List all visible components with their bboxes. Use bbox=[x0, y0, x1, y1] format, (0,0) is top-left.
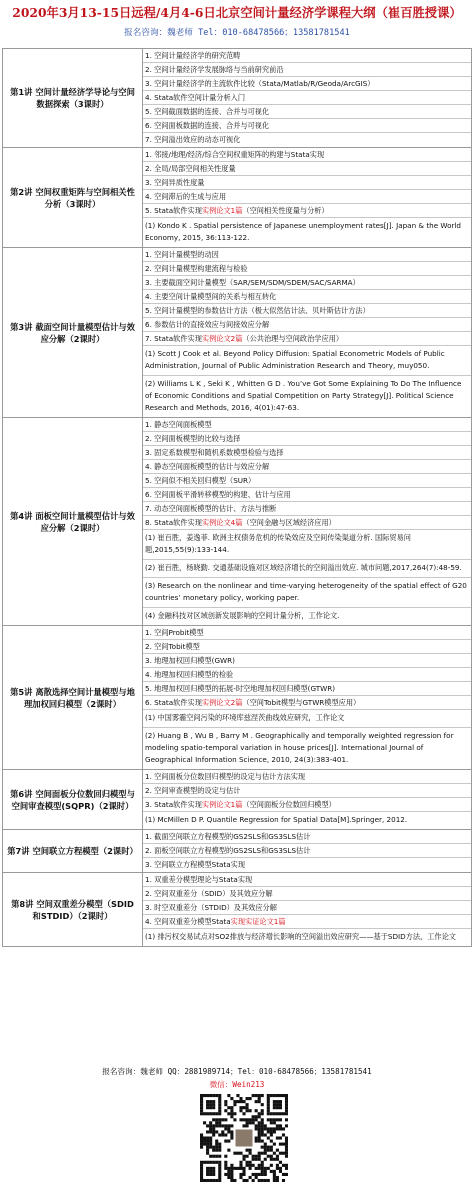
topic-item bbox=[143, 63, 471, 77]
item-text: 3. 主要截面空间计量模型（SAR/SEM/SDM/SDEM/SAC/SARMA） bbox=[145, 278, 360, 287]
item-text: 7. 动态空间面板模型的估计、方法与推断 bbox=[145, 504, 277, 513]
item-text: (2) Williams L K , Seki K , Whitten G D . You’ve Got Some Explaining To Do The Influence of Economic Conditions and Spatial Competition on Party Strategy[J]. Political Science Research and Methods, 2016, 4(01):47-63. bbox=[145, 379, 462, 412]
item-text: 6. 参数估计的直接效应与间接效应分解 bbox=[145, 320, 270, 329]
topic-item bbox=[143, 682, 471, 696]
topic-item bbox=[143, 668, 471, 682]
item-text: (2) 崔百胜，杨晓勤. 交通基础设施对区域经济增长的空间溢出效应. 城市问题,2017,264(7):48-59. bbox=[145, 563, 462, 572]
topic-item bbox=[143, 290, 471, 304]
item-suffix: （公共治理与空间政治学应用） bbox=[242, 334, 344, 343]
item-text: 3. 地理加权回归模型(GWR) bbox=[145, 656, 235, 665]
reference-item bbox=[143, 560, 471, 578]
topic-item bbox=[143, 418, 471, 432]
item-text: 7. Stata软件实现 bbox=[145, 334, 202, 343]
topic-item bbox=[143, 784, 471, 798]
lecture-title: 第6讲 空间面板分位数回归模型与空间审查模型(SQPR)（2课时） bbox=[3, 770, 143, 830]
item-text: 3. Stata软件实现 bbox=[145, 800, 202, 809]
item-text: 1. 静态空间面板模型 bbox=[145, 420, 212, 429]
topic-item bbox=[143, 873, 471, 887]
lecture-title: 第2讲 空间权重矩阵与空间相关性分析（3课时） bbox=[3, 148, 143, 248]
topic-item bbox=[143, 162, 471, 176]
page-title: 2020年3月13-15日远程/4月4-6日北京空间计量经济学课程大纲（崔百胜授课） bbox=[12, 5, 462, 20]
item-text: (4) 金融科技对区域创新发展影响的空间计量分析，工作论文. bbox=[145, 611, 340, 620]
lecture-title: 第5讲 离散选择空间计量模型与地理加权回归模型（2课时） bbox=[3, 626, 143, 770]
item-text: (1) Scott J Cook et al. Beyond Policy Diffusion: Spatial Econometric Models of Public Administration, Journal of Public Administration Research and Theory, muy050. bbox=[145, 349, 445, 370]
item-text: 1. 空间计量经济学的研究范畴 bbox=[145, 51, 241, 60]
lecture-row bbox=[3, 830, 472, 873]
item-text: 2. 空间审查模型的设定与估计 bbox=[145, 786, 241, 795]
item-text: 5. 空间计量模型的参数估计方法（极大似然估计法、贝叶斯估计方法） bbox=[145, 306, 370, 315]
item-text: (1) McMillen D P. Quantile Regression for Spatial Data[M].Springer, 2012. bbox=[145, 815, 408, 824]
highlight-text: 实现实证论文1篇 bbox=[230, 917, 286, 926]
course-outline-table bbox=[2, 48, 472, 947]
topic-item bbox=[143, 626, 471, 640]
item-text: 6. Stata软件实现 bbox=[145, 698, 202, 707]
reference-item bbox=[143, 710, 471, 728]
reference-item bbox=[143, 376, 471, 417]
lecture-row bbox=[3, 770, 472, 830]
qr-code-icon bbox=[200, 1094, 288, 1182]
topic-item bbox=[143, 318, 471, 332]
lecture-title: 第3讲 截面空间计量模型估计与效应分解（2课时） bbox=[3, 248, 143, 418]
topic-item bbox=[143, 654, 471, 668]
item-text: 3. 空间联立方程模型Stata实现 bbox=[145, 860, 246, 869]
topic-item bbox=[143, 432, 471, 446]
reference-item bbox=[143, 812, 471, 829]
item-text: 4. 地理加权回归模型的检验 bbox=[145, 670, 234, 679]
topic-item bbox=[143, 901, 471, 915]
topic-item bbox=[143, 460, 471, 474]
topic-item bbox=[143, 332, 471, 346]
topic-item bbox=[143, 516, 471, 530]
item-text: 2. 空间计量经济学发展脉络与当前研究前沿 bbox=[145, 65, 284, 74]
lecture-row bbox=[3, 873, 472, 947]
item-text: 1. 截面空间联立方程模型的GS2SLS和GS3SLS估计 bbox=[145, 832, 311, 841]
topic-item bbox=[143, 49, 471, 63]
item-text: 5. 空间似不相关回归模型（SUR） bbox=[145, 476, 256, 485]
item-text: (1) Kondo K . Spatial persistence of Japanese unemployment rates[J]. Japan & the World Economy, 2015, 36:113-122. bbox=[145, 221, 461, 242]
topic-item bbox=[143, 640, 471, 654]
topic-item bbox=[143, 204, 471, 218]
topic-item bbox=[143, 488, 471, 502]
item-text: 4. 静态空间面板模型的估计与效应分解 bbox=[145, 462, 270, 471]
lecture-row bbox=[3, 626, 472, 770]
reference-item bbox=[143, 929, 471, 946]
item-text: 4. Stata软件空间计量分析入门 bbox=[145, 93, 246, 102]
topic-item bbox=[143, 119, 471, 133]
reference-item bbox=[143, 346, 471, 376]
item-text: 5. 空间截面数据的连接、合并与可视化 bbox=[145, 107, 270, 116]
reference-item bbox=[143, 608, 471, 625]
topic-item bbox=[143, 176, 471, 190]
item-text: (2) Huang B , Wu B , Barry M . Geographically and temporally weighted regression for modeling spatio-temporal variation in house prices[J]. International Journal of Geographical Information Science, 2010, 24(3):383-401. bbox=[145, 731, 454, 764]
topic-item bbox=[143, 190, 471, 204]
topic-item bbox=[143, 887, 471, 901]
lecture-title: 第4讲 面板空间计量模型估计与效应分解（2课时） bbox=[3, 418, 143, 626]
topic-item bbox=[143, 105, 471, 119]
item-text: 2. 空间双重差分（SDID）及其效应分解 bbox=[145, 889, 273, 898]
lecture-title: 第7讲 空间联立方程模型（2课时） bbox=[3, 830, 143, 873]
item-text: 1. 双重差分模型理论与Stata实现 bbox=[145, 875, 253, 884]
item-suffix: （空间面板分位数回归模型） bbox=[242, 800, 336, 809]
lecture-row bbox=[3, 248, 472, 418]
lecture-topics bbox=[143, 418, 472, 626]
highlight-text: 实例论文1篇 bbox=[201, 800, 243, 809]
item-suffix: （空间Tobit模型与GTWR模型应用） bbox=[242, 698, 361, 707]
item-suffix: （空间相关性度量与分析） bbox=[242, 206, 329, 215]
item-text: 7. 空间溢出效应的动态可视化 bbox=[145, 135, 241, 144]
item-text: 1. 空间计量模型的动因 bbox=[145, 250, 219, 259]
highlight-text: 实例论文2篇 bbox=[201, 698, 243, 707]
item-text: 3. 空间异质性度量 bbox=[145, 178, 205, 187]
lecture-topics bbox=[143, 626, 472, 770]
highlight-text: 实例论文4篇 bbox=[201, 518, 243, 527]
item-text: 1. 空间Probit模型 bbox=[145, 628, 204, 637]
lecture-title: 第8讲 空间双重差分模型（SDID和STDID）（2课时） bbox=[3, 873, 143, 947]
topic-item bbox=[143, 304, 471, 318]
topic-item bbox=[143, 276, 471, 290]
item-text: 2. 空间Tobit模型 bbox=[145, 642, 200, 651]
topic-item bbox=[143, 502, 471, 516]
topic-item bbox=[143, 77, 471, 91]
lecture-topics bbox=[143, 248, 472, 418]
contact-line: 报名咨询：魏老师 Tel：010-68478566；13581781541 bbox=[124, 28, 350, 38]
item-text: 2. 空间计量模型构建流程与检验 bbox=[145, 264, 248, 273]
item-text: 1. 空间面板分位数回归模型的设定与估计方法实现 bbox=[145, 772, 306, 781]
topic-item bbox=[143, 770, 471, 784]
topic-item bbox=[143, 474, 471, 488]
lecture-row bbox=[3, 418, 472, 626]
topic-item bbox=[143, 133, 471, 147]
lecture-row bbox=[3, 49, 472, 148]
item-text: 5. 地理加权回归模型的拓展-时空地理加权回归模型(GTWR) bbox=[145, 684, 336, 693]
reference-item bbox=[143, 218, 471, 247]
lecture-topics bbox=[143, 873, 472, 947]
item-text: 4. 空间双重差分模型Stata bbox=[145, 917, 231, 926]
highlight-text: 实例论文1篇 bbox=[201, 206, 243, 215]
footer-wechat: 微信：Wein213 bbox=[209, 1080, 265, 1089]
qr-code-graphic bbox=[200, 1094, 288, 1182]
topic-item bbox=[143, 262, 471, 276]
topic-item bbox=[143, 446, 471, 460]
lecture-title: 第1讲 空间计量经济学导论与空间数据探索（3课时） bbox=[3, 49, 143, 148]
highlight-text: 实例论文2篇 bbox=[201, 334, 243, 343]
topic-item bbox=[143, 91, 471, 105]
item-text: 1. 邻接/地理/经济/综合空间权重矩阵的构建与Stata实现 bbox=[145, 150, 325, 159]
topic-item bbox=[143, 915, 471, 929]
footer-contact: 报名咨询：魏老师 QQ：2881989714；Tel：010-68478566；13581781541 bbox=[102, 1067, 372, 1076]
item-suffix: （空间金融与区域经济应用） bbox=[242, 518, 336, 527]
item-text: 2. 全局/局部空间相关性度量 bbox=[145, 164, 236, 173]
item-text: (1) 排污权交易试点对SO2排放与经济增长影响的空间溢出效应研究——基于SDID方法，工作论文 bbox=[145, 932, 456, 941]
topic-item bbox=[143, 830, 471, 844]
topic-item bbox=[143, 148, 471, 162]
topic-item bbox=[143, 798, 471, 812]
item-text: 3. 固定系数模型和随机系数模型检验与选择 bbox=[145, 448, 284, 457]
item-text: (3) Research on the nonlinear and time-varying heterogeneity of the spatial effect of G20 countries’ monetary policy, working paper. bbox=[145, 581, 467, 602]
item-text: 4. 主要空间计量模型间的关系与相互转化 bbox=[145, 292, 277, 301]
topic-item bbox=[143, 844, 471, 858]
item-text: (1) 崔百胜，姜逸菲. 欧洲主权债务危机的传染效应及空间传染渠道分析. 国际贸易问题,2015,55(9):133-144. bbox=[145, 533, 411, 554]
item-text: 3. 时空双重差分（STDID）及其效应分解 bbox=[145, 903, 277, 912]
topic-item bbox=[143, 858, 471, 872]
reference-item bbox=[143, 578, 471, 608]
lecture-topics bbox=[143, 49, 472, 148]
lecture-row bbox=[3, 148, 472, 248]
item-text: 8. Stata软件实现 bbox=[145, 518, 202, 527]
reference-item bbox=[143, 530, 471, 560]
topic-item bbox=[143, 248, 471, 262]
item-text: 4. 空间滞后的生成与应用 bbox=[145, 192, 227, 201]
item-text: 6. 空间面板平滑转移模型的构建、估计与应用 bbox=[145, 490, 291, 499]
item-text: 3. 空间计量经济学的主流软件比较（Stata/Matlab/R/Geoda/ArcGIS） bbox=[145, 79, 375, 88]
lecture-topics bbox=[143, 830, 472, 873]
lecture-topics bbox=[143, 770, 472, 830]
item-text: 6. 空间面板数据的连接、合并与可视化 bbox=[145, 121, 270, 130]
item-text: 2. 空间面板模型的比较与选择 bbox=[145, 434, 241, 443]
item-text: 2. 面板空间联立方程模型的GS2SLS和GS3SLS估计 bbox=[145, 846, 311, 855]
reference-item bbox=[143, 728, 471, 769]
item-text: 5. Stata软件实现 bbox=[145, 206, 202, 215]
item-text: (1) 中国雾霾空间污染的环境库兹涅茨曲线效应研究，工作论文 bbox=[145, 713, 345, 722]
topic-item bbox=[143, 696, 471, 710]
lecture-topics bbox=[143, 148, 472, 248]
